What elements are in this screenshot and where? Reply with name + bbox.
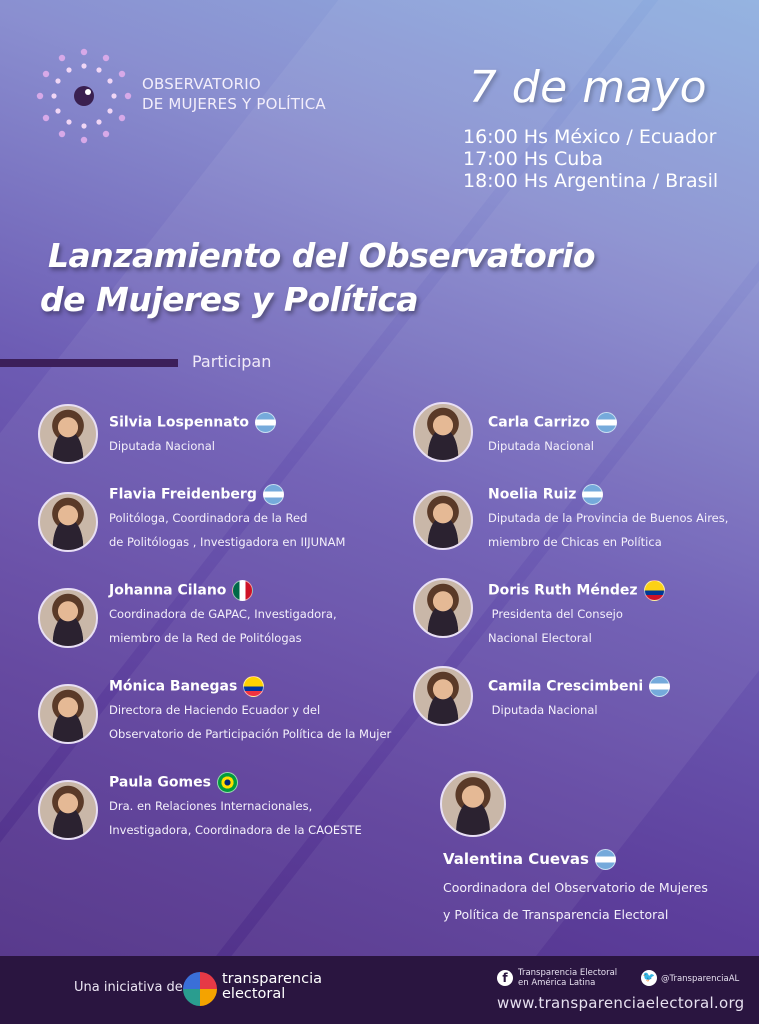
participant-role: Nacional Electoral [488,631,592,645]
participant-role: Diputada Nacional [109,439,215,453]
ecuador-flag-icon [243,676,264,697]
page-title [40,234,595,322]
participant-role: Presidenta del Consejo [488,607,623,621]
avatar [413,490,473,550]
participant-name: Valentina Cuevas [443,850,589,868]
logo-line-2: DE MUJERES Y POLÍTICA [142,95,326,113]
participant-role: Diputada de la Provincia de Buenos Aires, [488,511,729,525]
avatar [38,404,98,464]
avatar [38,492,98,552]
facebook-icon[interactable]: f [497,970,513,986]
avatar [440,771,506,837]
title-line-2: de Mujeres y Política [40,280,419,319]
participant-role: Dra. en Relaciones Internacionales, [109,799,313,813]
participant-name: Noelia Ruiz [488,486,577,503]
avatar [413,578,473,638]
avatar [413,666,473,726]
facebook-handle[interactable] [518,968,617,988]
argentina-flag-icon [595,849,616,870]
participant-role: miembro de Chicas en Política [488,535,662,549]
avatar [413,402,473,462]
time-argentina-brasil: 18:00 Hs Argentina / Brasil [463,170,719,192]
participant-name: Silvia Lospennato [109,414,250,431]
participant-role: Directora de Haciendo Ecuador y del [109,703,321,717]
participant-role: de Politólogas , Investigadora en IIJUNAM [109,535,346,549]
participant-role: miembro de la Red de Politólogas [109,631,302,645]
event-date: 7 de mayo [468,62,707,113]
participant-name: Paula Gomes [109,774,211,791]
time-cuba: 17:00 Hs Cuba [463,148,604,170]
participant-role: Diputada Nacional [488,439,594,453]
argentina-flag-icon [255,412,276,433]
participant-role: Coordinadora de GAPAC, Investigadora, [109,607,337,621]
event-times [463,126,718,192]
twitter-handle[interactable]: @TransparenciaAL [661,974,740,984]
argentina-flag-icon [263,484,284,505]
participant-role: Diputada Nacional [488,703,598,717]
avatar [38,588,98,648]
brazil-flag-icon [217,772,238,793]
colombia-flag-icon [644,580,665,601]
participant-name: Mónica Banegas [109,678,238,695]
participant-name: Flavia Freidenberg [109,486,257,503]
section-divider [0,359,178,367]
participan-label: Participan [192,352,272,371]
mexico-flag-icon [232,580,253,601]
transparencia-electoral-logo-icon[interactable] [183,972,217,1006]
participant-role: Coordinadora del Observatorio de Mujeres [443,880,708,895]
website-link[interactable]: www.transparenciaelectoral.org [497,994,745,1012]
participant-name: Johanna Cilano [109,582,227,599]
avatar [38,780,98,840]
argentina-flag-icon [649,676,670,697]
logo-line-1: OBSERVATORIO [142,75,261,93]
title-line-1: Lanzamiento del Observatorio [48,236,596,275]
observatorio-logo-icon [36,48,132,144]
initiative-label: Una iniciativa de [74,980,183,995]
participant-name: Carla Carrizo [488,414,590,431]
brand-line-2: electoral [222,986,286,1002]
avatar [38,684,98,744]
argentina-flag-icon [596,412,617,433]
brand-name[interactable] [222,972,322,1002]
participant-role: Investigadora, Coordinadora de la CAOESTE [109,823,362,837]
participant-name: Doris Ruth Méndez [488,582,638,599]
facebook-line-2: en América Latina [518,978,596,988]
participant-role: y Política de Transparencia Electoral [443,907,669,922]
facebook-line-1: Transparencia Electoral [518,968,618,978]
participant-role: Politóloga, Coordinadora de la Red [109,511,308,525]
logo-text [142,74,326,114]
participant-name: Camila Crescimbeni [488,678,644,695]
twitter-icon[interactable]: 🐦 [641,970,657,986]
argentina-flag-icon [582,484,603,505]
time-mexico-ecuador: 16:00 Hs México / Ecuador [463,126,717,148]
brand-line-1: transparencia [222,971,323,987]
participant-role: Observatorio de Participación Política de la Mujer [109,727,392,741]
